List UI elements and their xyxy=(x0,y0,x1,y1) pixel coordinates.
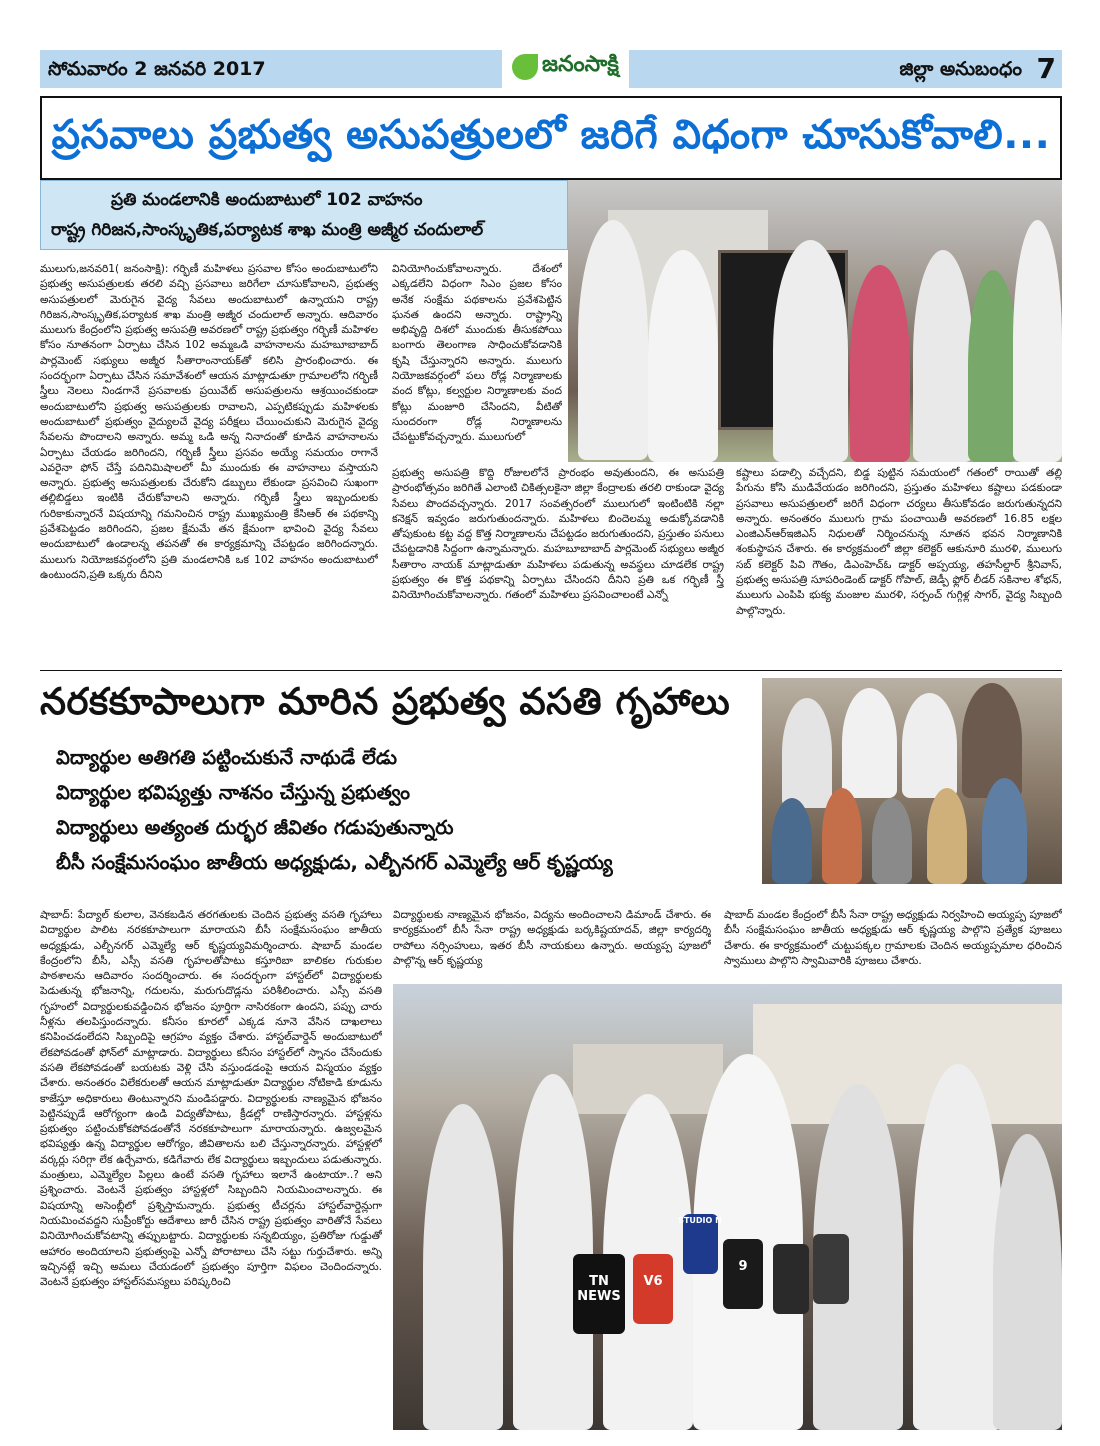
logo-text: జనంసాక్షి xyxy=(542,52,619,77)
story1-column-2: వినియోగించుకోవాలన్నారు. దేశంలో ఎక్కడలేని విధంగా సిఎం ప్రజల కోసం అనేక సంక్షేమ పథకాలను ప్రవేశపెట్టిన ఘనత ఉందని అన్నారు. రాష్ట్రాన్ని అభివృద్ది దిశలో ముందుకు తీసుకపోయి బంగారు తెలంగాణ సాధించుకోవడానికి కృషి చేస్తున్నారని అన్నారు. ములుగు నియోజకవర్గంలో పలు రోడ్ల నిర్మాణాలకు వంద కోట్లు, కల్వర్టుల నిర్మాణాలకు వంద కోట్లు మంజూరి చేసిందని, వీటితో సుందరంగా రోడ్ల నిర్మాణాలను చేపట్టుకోవచ్చన్నారు. ములుగులో xyxy=(392,263,562,444)
issue-date: సోమవారం 2 జనవరి 2017 xyxy=(48,58,266,80)
story2-column-2: విద్యార్థులకు నాణ్యమైన భోజనం, విద్యను అందించాలని డిమాండ్ చేశారు. ఈ కార్యక్రమంలో బీసీ సేనా రాష్ట్ర అధ్యక్షుడు బర్కకిష్టయాదవ్, జిల్లా కార్యదర్శి రాపోలు నర్సింహులు, ఇతర బీసీ నాయకులు ఉన్నారు. అయ్యప్ప పూజలో పాల్గొన్న ఆర్ కృష్ణయ్య xyxy=(393,909,711,967)
mic-label: V6 xyxy=(643,1274,663,1289)
press-meet-photo xyxy=(393,984,1062,1430)
story2-subheading: బీసీ సంక్షేమసంఘం జాతీయ అధ్యక్షుడు, ఎల్బీనగర్ ఎమ్మెల్యే ఆర్ కృష్ణయ్య xyxy=(56,851,613,874)
section-name: జిల్లా అనుబంధం xyxy=(899,58,1022,80)
mic-icon xyxy=(773,1244,809,1314)
story2-subheading: విద్యార్థుల అతిగతి పట్టించుకునే నాథుడే లేడు xyxy=(56,746,398,769)
leaf-icon xyxy=(512,54,538,80)
story2-subheadings xyxy=(56,740,756,880)
story1-headline: ప్రసవాలు ప్రభుత్వ అసుపత్రులలో జరిగే విధంగా చూసుకోవాలి... xyxy=(51,112,1051,158)
story2-subheading: విద్యార్థులు అత్యంత దుర్భర జీవితం గడుపుతున్నారు xyxy=(56,816,454,839)
story1-column-3: కష్టాలు పడాల్సి వచ్చేదని, బిడ్డ పుట్టిన సమయంలో గతంలో రాయితో తల్లి పేగును కోసి ముడివేయడం జరిగిందని, ప్రస్తుతం మహిళలు కష్టాలు పడకుండా ప్రసవాలు అసుపత్రులలో జరిగే విధంగా చర్యలు తీసుకోవడం జరుగుతున్నదని అన్నారు. అనంతరం ములుగు గ్రామ పంచాయితీ అవరణలో 16.85 లక్షల ఎంజిఎన్ఆర్ఇజిఎస్ నిధులతో నిర్మించనున్న నూతన భవన నిర్మాణానికి శంకుస్థాపన చేశారు. ఈ కార్యక్రమంలో జిల్లా కలెక్టర్ ఆకునూరి మురళి, ములుగు సబ్ కలెక్టర్ పివి గౌతం, డిఎంహెచ్‌ఓ డాక్టర్ అప్పయ్య, తహసీల్దార్ శ్రీనివాస్, ప్రభుత్వ అసుపత్రి సూపరిండెంట్ డాక్టర్ గోపాల్, జెడ్పీ ఫ్లోర్ లీడర్ సకినాల శోభన్, ములుగు ఎంపిపి భుక్య మంజుల మురళి, సర్పంచ్ గుగ్గిళ్ల సాగర్, వైద్య సిబ్బంది పాల్గొన్నారు. xyxy=(736,467,1062,617)
story1-subheading-1: ప్రతి మండలానికి అందుబాటులో 102 వాహనం xyxy=(111,190,423,210)
newspaper-logo xyxy=(502,46,629,88)
inauguration-photo xyxy=(568,180,1062,462)
story2-subheading: విద్యార్థుల భవిష్యత్తు నాశనం చేస్తున్న ప్రభుత్వం xyxy=(56,781,411,804)
masthead xyxy=(40,50,1062,88)
story1-subheading-2: రాష్ట్ర గిరిజన,సాంస్కృతిక,పర్యాటక శాఖ మంత్రి అజ్మీర చందులాల్ xyxy=(51,220,484,240)
mic-label: STUDIO N xyxy=(678,1216,722,1225)
story2-column-3: షాబాద్ మండల కేంద్రంలో బీసీ సేనా రాష్ట్ర అధ్యక్షుడు నిర్వహించి అయ్యప్ప పూజలో బీసీ సంక్షేమసంఘం జాతీయ అధ్యక్షుడు ఆర్ కృష్ణయ్య పాల్గొని ప్రత్యేక పూజలు చేశారు. ఈ కార్యక్రమంలో చుట్టుపక్కల గ్రామాలకు చెందిన అయ్యప్పమాల ధరించిన స్వాములు పాల్గొని స్వామివారికి పూజలు చేశారు. xyxy=(724,909,1062,967)
story2-headline: నరకకూపాలుగా మారిన ప్రభుత్వ వసతి గృహాలు xyxy=(40,680,731,723)
story1-column-1: ములుగు,జనవరి1( జనంసాక్షి): గర్భిణీ మహిళలు ప్రసవాల కోసం అందుబాటులోని ప్రభుత్వ అసుపత్రులకు తరలి వచ్చి ప్రసవాలు జరిగేలా చూసుకోవాలని, ప్రభుత్వ అసుపత్రులలో మెరుగైన వైద్య సేవలు అందుబాటులో ఉన్నాయని రాష్ట్ర గిరిజన,సాంస్కృతిక,పర్యాటక శాఖ మంత్రి అజ్మీర చందులాల్ అన్నారు. ఆదివారం ములుగు కేంద్రంలోని ప్రభుత్వ అసుపత్రి అవరణలో రాష్ట్ర ప్రభుత్వం గర్భిణీ మహిళల కోసం నూతనంగా ఏర్పాటు చేసిన 102 అమ్మఒడి వాహనాలను మహబూబాబాద్ పార్లమెంట్ సభ్యులు అజ్మీర సీతారాంనాయక్‌తో కలిసి ప్రారంభించారు. ఈ సందర్భంగా ఏర్పాటు చేసిన సమావేశంలో ఆయన మాట్లాడుతూ గ్రామాలలోని గర్భిణీ స్త్రీలు నెలలు నిండగానే ప్రసవాలకు ప్రయివేట్ అసుపత్రులను ఆశ్రయించకుండా అందుబాటులోని ప్రభుత్వ అసుపత్రులకు రావాలని, ఎప్పటికప్పుడు మహిళలకు అందుబాటులో ప్రభుత్వం వైద్యులచే వైద్య పరీక్షలు చేయించుకుని మెరుగైన వైద్య సేవలను పొందాలని అన్నారు. అమ్మ ఒడి అన్న నినాదంతో కూడిన వాహనాలను ఏర్పాటు చేయడం జరిగిందని, గర్భిణీ స్త్రీలు ప్రసవం అయ్యే సమయం రాగానే ఎవరైనా ఫోన్ చేస్తే పదినిమిషాలలో మీ ముందుకు ఈ వాహనాలు వస్తాయని అన్నారు. ప్రభుత్వ అసుపత్రులకు చేరుకోని డబ్బులు లేకుండా ప్రసవించి సుఖంగా తల్లిబిడ్డలు ఇంటికి చేరుకోవాలని అన్నారు. గర్భిణీ స్త్రీలు ఇబ్బందులకు గురికాకున్నారనే విషయాన్ని గమనించిన రాష్ట్ర ముఖ్యమంత్రి కేసిఆర్ ఈ పథకాన్ని ప్రవేశపెట్టడం జరిగిందని, ప్రజల క్షేమమే తన క్షేమంగా భావించి వైద్య సేవలు అందుబాటులో ఉండాలన్న తపనతో ఈ కార్యక్రమాన్ని చేపట్టడం జరిగిందన్నారు. ములుగు నియోజకవర్గంలోని ప్రతి మండలానికి ఒక 102 వాహనం అందుబాటులో ఉంటుందని,ప్రతి ఒక్కరు దీనిని xyxy=(40,263,378,581)
story1-column-2-continued: ప్రభుత్వ అసుపత్రి కొద్ది రోజులలోనే ప్రారంభం అవుతుందని, ఈ అసుపత్రి ప్రారంభోత్సవం జరిగితే ఎలాంటి చికిత్సలకైనా జిల్లా కేంద్రాలకు తరలి రాకుండా వైద్య సేవలు పొందవచ్చన్నారు. 2017 సంవత్సరంలో ములుగులో ఇంటింటికి నల్లా కనెక్షన్ ఇవ్వడం జరుగుతుందన్నారు. మహిళలు బిందెలమ్మ అడుక్కోవడానికి తోపుకుంట కట్ట వద్ద కొత్త నిర్మాణాలను చేపట్టడం జరుగుతుందని, ప్రస్తుతం పనులు చేపట్టడానికి సిద్దంగా ఉన్నామన్నారు. మహబూబాబాద్ పార్లమెంట్ సభ్యులు అజ్మీర సీతారాం నాయక్ మాట్లాడుతూ మహిళలు పడుతున్న అవస్థలు చూడలేక రాష్ట్ర ప్రభుత్వం ఈ కొత్త పథకాన్ని ఏర్పాటు చేసిందని దీనిని ప్రతి ఒక గర్భిణీ స్త్రీ వినియోగించుకోవాలన్నారు. గతంలో మహిళలు ప్రసవించాలంటే ఎన్నో xyxy=(392,467,724,602)
story2-column-1: షాబాద్: పేద్యాల్ కులాల, వెనకబడిన తరగతులకు చెందిన ప్రభుత్వ వసతి గృహాలు విద్యార్థుల పాలిట నరకకూపాలుగా మారాయని బీసీ సంక్షేమసంఘం జాతీయ అధ్యక్షుడు, ఎల్బీనగర్ ఎమ్మెల్యే ఆర్ కృష్ణయ్యవిమర్శించారు. షాబాద్ మండల కేంద్రంలోని బీసీ, ఎస్సీ వసతి గృహలతోపాటు కస్తూరిబా బాలికల గురుకుల పాఠశాలను ఆదివారం సందర్శించారు. ఈ సందర్భంగా హాస్టల్‌లో విద్యార్థులకు పెడుతున్న భోజనాన్ని, గదులను, మరుగుదొడ్లను పరిశీలించారు. ఎస్సీ వసతి గృహంలో విద్యార్థులకువడ్డించిన భోజనం పూర్తిగా నాసిరకంగా ఉందని, పప్పు చారు నీళ్లను తలపిస్తుందన్నారు. కనీసం కూరలో ఎక్కడ నూనె వేసిన దాఖలాలు కనిపించడంలేదని సిబ్బందిపై ఆగ్రహం వ్యక్తం చేశారు. హాస్టల్‌వార్డెన్ అందుబాటులో లేకపోవడంతో ఫోన్‌లో మాట్లాడారు. విద్యార్థులు కనీసం హాస్టల్‌లో స్నానం చేసేందుకు వసతి లేకపోవడంతో బయటకు వెళ్లి చేసి వస్తుండడంపై ఆయన విస్మయం వ్యక్తం చేశారు. అనంతరం విలేకరులతో ఆయన మాట్లాడుతూ విద్యార్థుల నోటికాడి కూడును కాజేస్తూ అధికారులు తింటున్నారని మండిపడ్డారు. విద్యార్థులకు నాణ్యమైన భోజనం పెట్టినప్పుడే ఆరోగ్యంగా ఉండి విద్యతోపాటు, క్రీడల్లో రాణిస్తారన్నారు. హాస్టళ్లను ప్రభుత్వం పట్టించుకోకపోవడంతోనే నరకకూపాలుగా మారాయన్నారు. ఉజ్వలమైన భవిష్యత్తు ఉన్న విద్యార్థుల ఆరోగ్యం, జీవితాలను బలి చేస్తున్నారన్నారు. హాస్టళ్లలో వర్కర్లు సరిగ్గా లేక ఉర్చేవారు, కడిగేవారు లేక విద్యార్థులు ఇబ్బందులు పడుతున్నారు. మంత్రులు, ఎమ్మెల్యేల పిల్లలు ఉంటే వసతి గృహాలు ఇలానే ఉంటాయా..? అని ప్రశ్నించారు. వెంటనే ప్రభుత్వం హాస్టళ్లలో సిబ్బందిని నియమించాలన్నారు. ఈ విషయాన్ని అసెంబ్లీలో ప్రశ్నిస్తామన్నారు. ప్రభుత్వ టీచర్లను హాస్టల్‌వార్డెన్లుగా నియమించవద్దని సుప్రీంకోర్టు ఆదేశాలు జారీ చేసిన రాష్ట్ర ప్రభుత్వం వారితోనే సేవలు వినియోగించుకోవటాన్ని తప్పుబట్టారు. విద్యార్థులకు సన్నబియ్యం, ప్రతిరోజు గుడ్డుతో ఆహారం అందియాలని ప్రభుత్వంపై ఎన్నో పోరాటాలు చేసి సట్టు గుర్తుచేశారు. అన్ని ఇచ్చినట్లే ఇచ్చి అమలు చేయడంలో ప్రభుత్వం పూర్తిగా విఫలం చెందిందన్నారు. వెంటనే ప్రభుత్వం హాస్టల్‌సమస్యలు పరిష్కరించి xyxy=(40,909,382,1289)
story1-headline-box xyxy=(40,96,1062,180)
hostel-visit-photo xyxy=(762,678,1062,884)
mic-label: TN NEWS xyxy=(577,1274,621,1304)
mic-icon xyxy=(723,1239,763,1309)
mic-label: 9 xyxy=(738,1259,748,1274)
mic-icon xyxy=(633,1254,673,1324)
story-divider xyxy=(40,670,1062,671)
story2-headline-box xyxy=(40,680,755,734)
mic-icon xyxy=(813,1234,849,1304)
story1-subheading-box xyxy=(40,180,568,250)
page-number: 7 xyxy=(1036,52,1056,85)
